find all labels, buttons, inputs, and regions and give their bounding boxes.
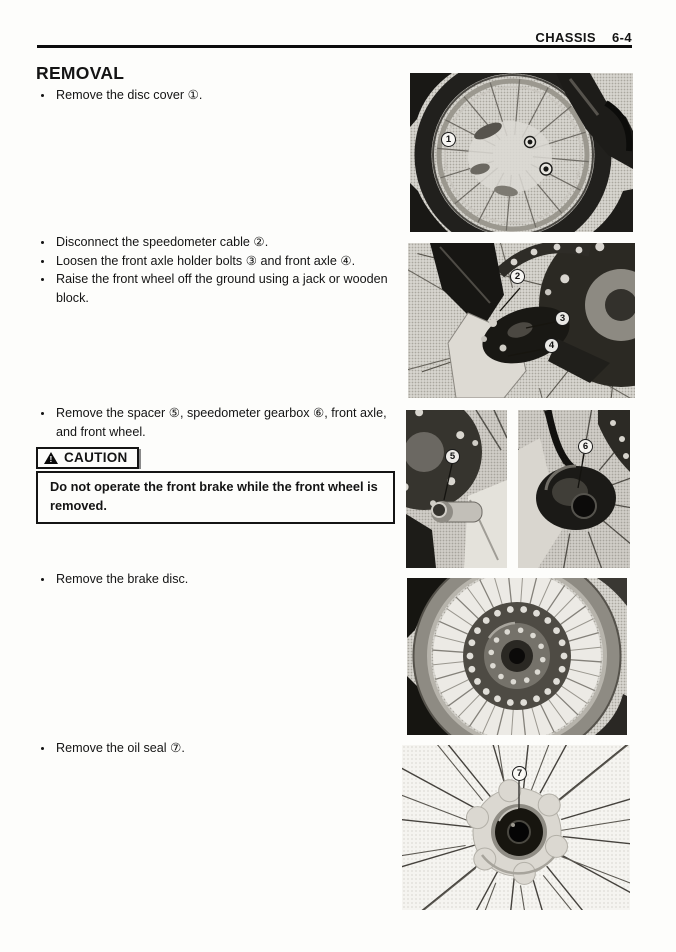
step-list — [37, 570, 394, 589]
callout-6: 6 — [578, 439, 593, 454]
callout-1: 1 — [441, 132, 456, 147]
chapter-title: CHASSIS — [535, 30, 596, 45]
photo-illustration — [518, 410, 630, 568]
caution-box — [36, 471, 395, 524]
photo-pair-spacer-gearbox — [406, 410, 630, 568]
step-list — [37, 739, 394, 758]
photo-oil-seal-hub — [402, 745, 630, 910]
caution-text: Do not operate the front brake while the front wheel is removed. — [50, 479, 378, 513]
step-list — [37, 86, 394, 105]
warning-triangle-icon — [44, 452, 58, 464]
step-item: • Raise the front wheel off the ground using a jack or wooden block. — [54, 270, 410, 307]
photo-illustration — [408, 243, 635, 398]
section-title: REMOVAL — [36, 63, 125, 83]
photo-speedometer-gearbox — [518, 410, 630, 568]
caution-label-text: CAUTION — [64, 450, 128, 465]
step-item: • Remove the oil seal ⑦. — [54, 739, 394, 758]
photo-illustration — [407, 578, 627, 735]
photo-illustration — [410, 73, 633, 232]
step-item: • Remove the spacer ⑤, speedometer gearbox ⑥, front axle, and front wheel. — [54, 404, 406, 441]
step-item: • Disconnect the speedometer cable ②. — [54, 233, 410, 252]
callout-5: 5 — [445, 449, 460, 464]
photo-axle-holder-area — [408, 243, 635, 398]
photo-illustration — [406, 410, 507, 568]
photo-brake-disc — [407, 578, 627, 735]
callout-3: 3 — [555, 311, 570, 326]
photo-spacer — [406, 410, 507, 568]
photo-front-wheel-disc-cover — [410, 73, 633, 232]
header-rule — [37, 45, 632, 48]
page-number: 6-4 — [612, 30, 632, 45]
step-list — [37, 404, 406, 441]
page-header — [37, 30, 632, 45]
caution-label — [36, 447, 139, 469]
callout-7: 7 — [512, 766, 527, 781]
callout-2: 2 — [510, 269, 525, 284]
callout-4: 4 — [544, 338, 559, 353]
step-item: • Remove the brake disc. — [54, 570, 394, 589]
step-item: • Loosen the front axle holder bolts ③ and front axle ④. — [54, 252, 410, 271]
step-item: • Remove the disc cover ①. — [54, 86, 394, 105]
step-list — [37, 233, 410, 307]
